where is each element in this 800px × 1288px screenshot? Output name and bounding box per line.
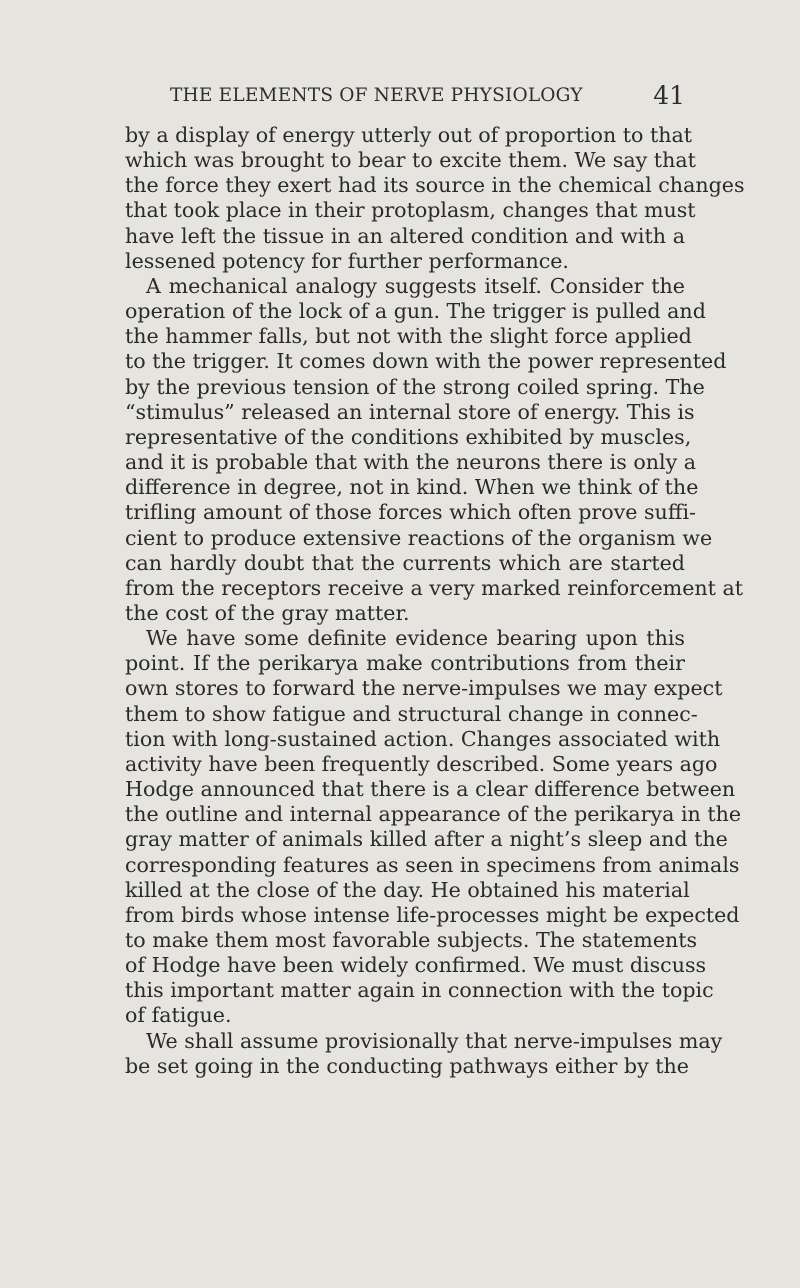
text-line: of fatigue. (125, 1003, 232, 1028)
text-line: killed at the close of the day. He obtained his material (125, 877, 690, 902)
text-line: be set going in the conducting pathways either by the (125, 1053, 689, 1078)
text-line: lessened potency for further performance. (125, 248, 569, 273)
paragraph-first-line: We shall assume provisionally that nerve-impulses may (146, 1028, 723, 1053)
text-line: of Hodge have been widely confirmed. We must discuss (125, 953, 707, 978)
text-line: by a display of energy utterly out of proportion to that (125, 123, 693, 147)
text-line: from birds whose intense life-processes might be expected (125, 902, 740, 927)
text-line: operation of the lock of a gun. The trigger is pulled and (125, 299, 706, 324)
text-line: from the receptors receive a very marked reinforcement at (125, 575, 744, 600)
paragraph-first-line: We have some definite evidence bearing upon this (146, 626, 685, 651)
text-line: tion with long-sustained action. Changes associated with (125, 726, 721, 751)
text-line: and it is probable that with the neurons there is only a (125, 450, 697, 475)
text-line: point. If the perikarya make contributions from their (125, 651, 685, 676)
paragraph-first-line: A mechanical analogy suggests itself. Consider the (146, 273, 685, 298)
text-line: the hammer falls, but not with the slight force applied (125, 324, 692, 349)
text-line: have left the tissue in an altered condition and with a (125, 223, 685, 248)
text-line: the cost of the gray matter. (125, 600, 410, 625)
text-line: can hardly doubt that the currents which are started (125, 550, 685, 575)
text-line: the force they exert had its source in the chemical changes (125, 173, 745, 198)
text-line: “stimulus” released an internal store of energy. This is (125, 399, 695, 424)
text-line: which was brought to bear to excite them. We say that (125, 148, 696, 173)
text-line: corresponding features as seen in specimens from animals (125, 852, 740, 877)
text-line: to the trigger. It comes down with the power represented (125, 349, 727, 374)
text-line: difference in degree, not in kind. When we think of the (125, 475, 699, 500)
text-line: gray matter of animals killed after a night’s sleep and the (125, 827, 728, 852)
text-line: that took place in their protoplasm, changes that must (125, 198, 696, 223)
text-line: the outline and internal appearance of the perikarya in the (125, 802, 742, 827)
text-line: this important matter again in connection with the topic (125, 978, 714, 1003)
text-line: activity have been frequently described. Some years ago (125, 751, 718, 776)
text-line: them to show fatigue and structural change in connec- (125, 701, 698, 726)
text-line: by the previous tension of the strong coiled spring. The (125, 374, 705, 399)
page-header (125, 81, 685, 111)
text-line: trifling amount of those forces which often prove suffi- (125, 500, 696, 525)
page-number: 41 (653, 81, 685, 110)
text-line: representative of the conditions exhibited by muscles, (125, 424, 692, 449)
running-head: THE ELEMENTS OF NERVE PHYSIOLOGY (170, 85, 583, 106)
text-line: own stores to forward the nerve-impulses we may expect (125, 676, 723, 701)
text-line: cient to produce extensive reactions of the organism we (125, 525, 713, 550)
body-text (125, 123, 745, 1079)
text-line: to make them most favorable subjects. The statements (125, 928, 698, 952)
text-line: Hodge announced that there is a clear difference between (125, 777, 736, 802)
